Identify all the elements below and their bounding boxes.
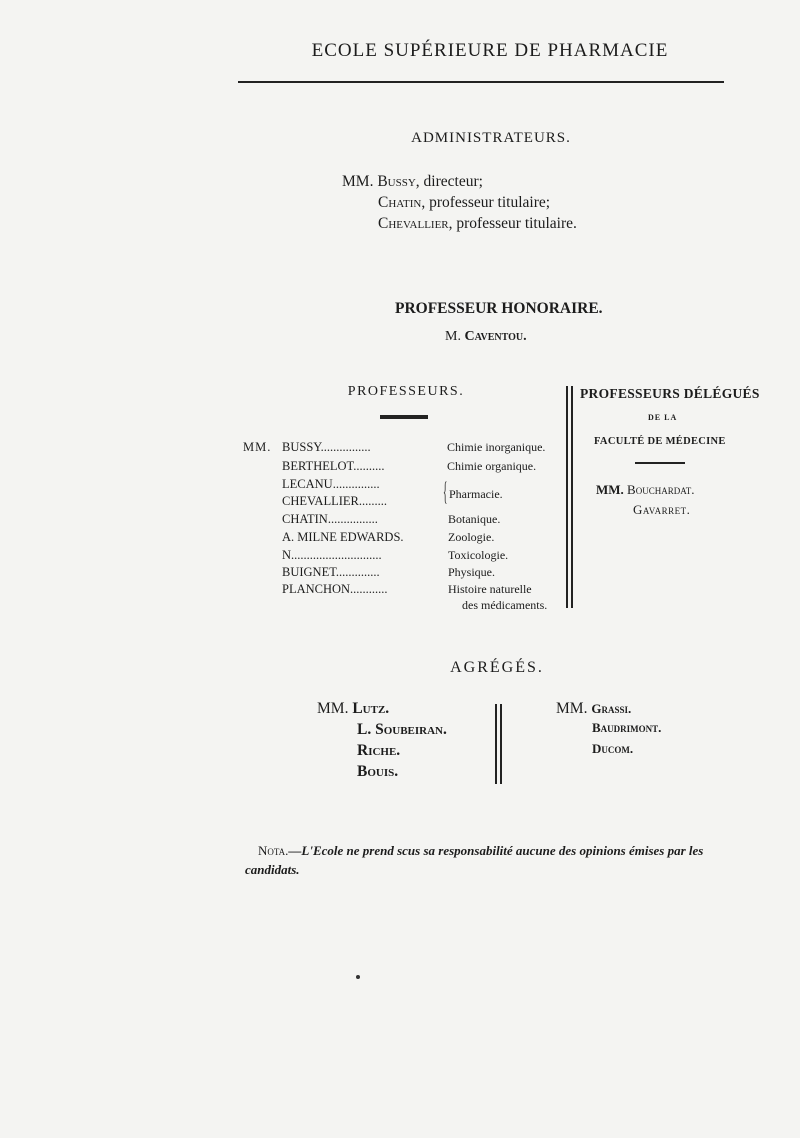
agrege-name: Baudrimont. bbox=[592, 720, 662, 735]
professor-name: BUSSY................ bbox=[282, 440, 371, 454]
admin-line-2 bbox=[378, 192, 550, 213]
professor-name: BERTHELOT.......... bbox=[282, 459, 385, 473]
nota-line-1 bbox=[258, 843, 703, 859]
delegues-faculte: FACULTÉ DE MÉDECINE bbox=[594, 436, 726, 447]
honoraire-prefix: M. bbox=[445, 329, 461, 344]
agreges-heading: AGRÉGÉS. bbox=[450, 659, 544, 676]
agreges-divider bbox=[495, 704, 497, 784]
professor-subject-continuation: des médicaments. bbox=[462, 598, 548, 612]
professor-subject: Botanique. bbox=[448, 512, 501, 526]
admin-role: , professeur titulaire; bbox=[421, 194, 551, 211]
delegues-rule bbox=[635, 462, 685, 464]
agrege-right-1 bbox=[556, 698, 631, 719]
delegues-heading: PROFESSEURS DÉLÉGUÉS bbox=[580, 386, 760, 401]
professor-name: N............................. bbox=[282, 548, 382, 562]
nota-text: —L'Ecole ne prend scus sa responsabilité aucune des opinions émises par les bbox=[288, 843, 704, 858]
agreges-prefix: MM. bbox=[556, 700, 588, 717]
professeurs-mm: MM. bbox=[243, 440, 272, 454]
professor-name: LECANU............... bbox=[282, 477, 380, 491]
admin-name: Chatin bbox=[378, 194, 422, 211]
professor-subject: Pharmacie. bbox=[449, 487, 503, 501]
delegues-prefix: MM. bbox=[596, 482, 624, 497]
column-divider bbox=[571, 386, 573, 608]
admin-line-3 bbox=[378, 213, 577, 234]
agrege-name: L. Soubeiran. bbox=[357, 721, 447, 738]
agrege-name: Ducom. bbox=[592, 741, 634, 756]
agreges-divider bbox=[500, 704, 502, 784]
agrege-name: Riche. bbox=[357, 742, 401, 759]
professor-subject: Chimie organique. bbox=[447, 459, 537, 473]
delegues-line-1 bbox=[596, 482, 694, 498]
professor-name: CHEVALLIER......... bbox=[282, 494, 387, 508]
admin-line-1 bbox=[342, 171, 483, 192]
agrege-name: Grassi. bbox=[591, 701, 632, 716]
honoraire-name: Caventou. bbox=[464, 329, 527, 344]
professor-name: BUIGNET.............. bbox=[282, 565, 380, 579]
title-rule bbox=[238, 81, 724, 83]
honoraire-heading: PROFESSEUR HONORAIRE. bbox=[395, 300, 603, 317]
page-title: ECOLE SUPÉRIEURE DE PHARMACIE bbox=[311, 40, 669, 61]
admin-role: , directeur; bbox=[415, 173, 483, 190]
nota-line-2: candidats. bbox=[245, 862, 300, 877]
admin-role: , professeur titulaire. bbox=[448, 215, 577, 232]
nota-label: Nota. bbox=[258, 843, 289, 858]
admin-prefix: MM. bbox=[342, 173, 374, 190]
column-divider bbox=[566, 386, 568, 608]
ink-dot bbox=[356, 975, 360, 979]
brace-icon: { bbox=[443, 477, 448, 506]
agrege-name: Lutz. bbox=[352, 700, 390, 717]
professor-subject: Chimie inorganique. bbox=[447, 440, 546, 454]
delegue-name: Gavarret. bbox=[633, 502, 691, 517]
agreges-prefix: MM. bbox=[317, 700, 349, 717]
delegues-de-la: DE LA bbox=[648, 413, 678, 422]
professor-subject: Zoologie. bbox=[448, 530, 495, 544]
honoraire-line bbox=[445, 326, 527, 347]
agrege-left-1 bbox=[317, 698, 389, 719]
professeurs-heading: PROFESSEURS. bbox=[347, 384, 465, 399]
professor-name: A. MILNE EDWARDS. bbox=[282, 530, 404, 544]
professor-name: CHATIN................ bbox=[282, 512, 378, 526]
professeurs-rule bbox=[380, 415, 428, 419]
administrateurs-heading: ADMINISTRATEURS. bbox=[411, 130, 571, 146]
admin-name: Chevallier bbox=[378, 215, 449, 232]
delegue-name: Bouchardat. bbox=[627, 482, 695, 497]
professor-subject: Histoire naturelle bbox=[448, 582, 532, 596]
professor-subject: Physique. bbox=[448, 565, 496, 579]
agrege-name: Bouis. bbox=[357, 763, 399, 780]
admin-name: Bussy bbox=[377, 173, 416, 190]
professor-subject: Toxicologie. bbox=[448, 548, 509, 562]
professor-name: PLANCHON............ bbox=[282, 582, 388, 596]
